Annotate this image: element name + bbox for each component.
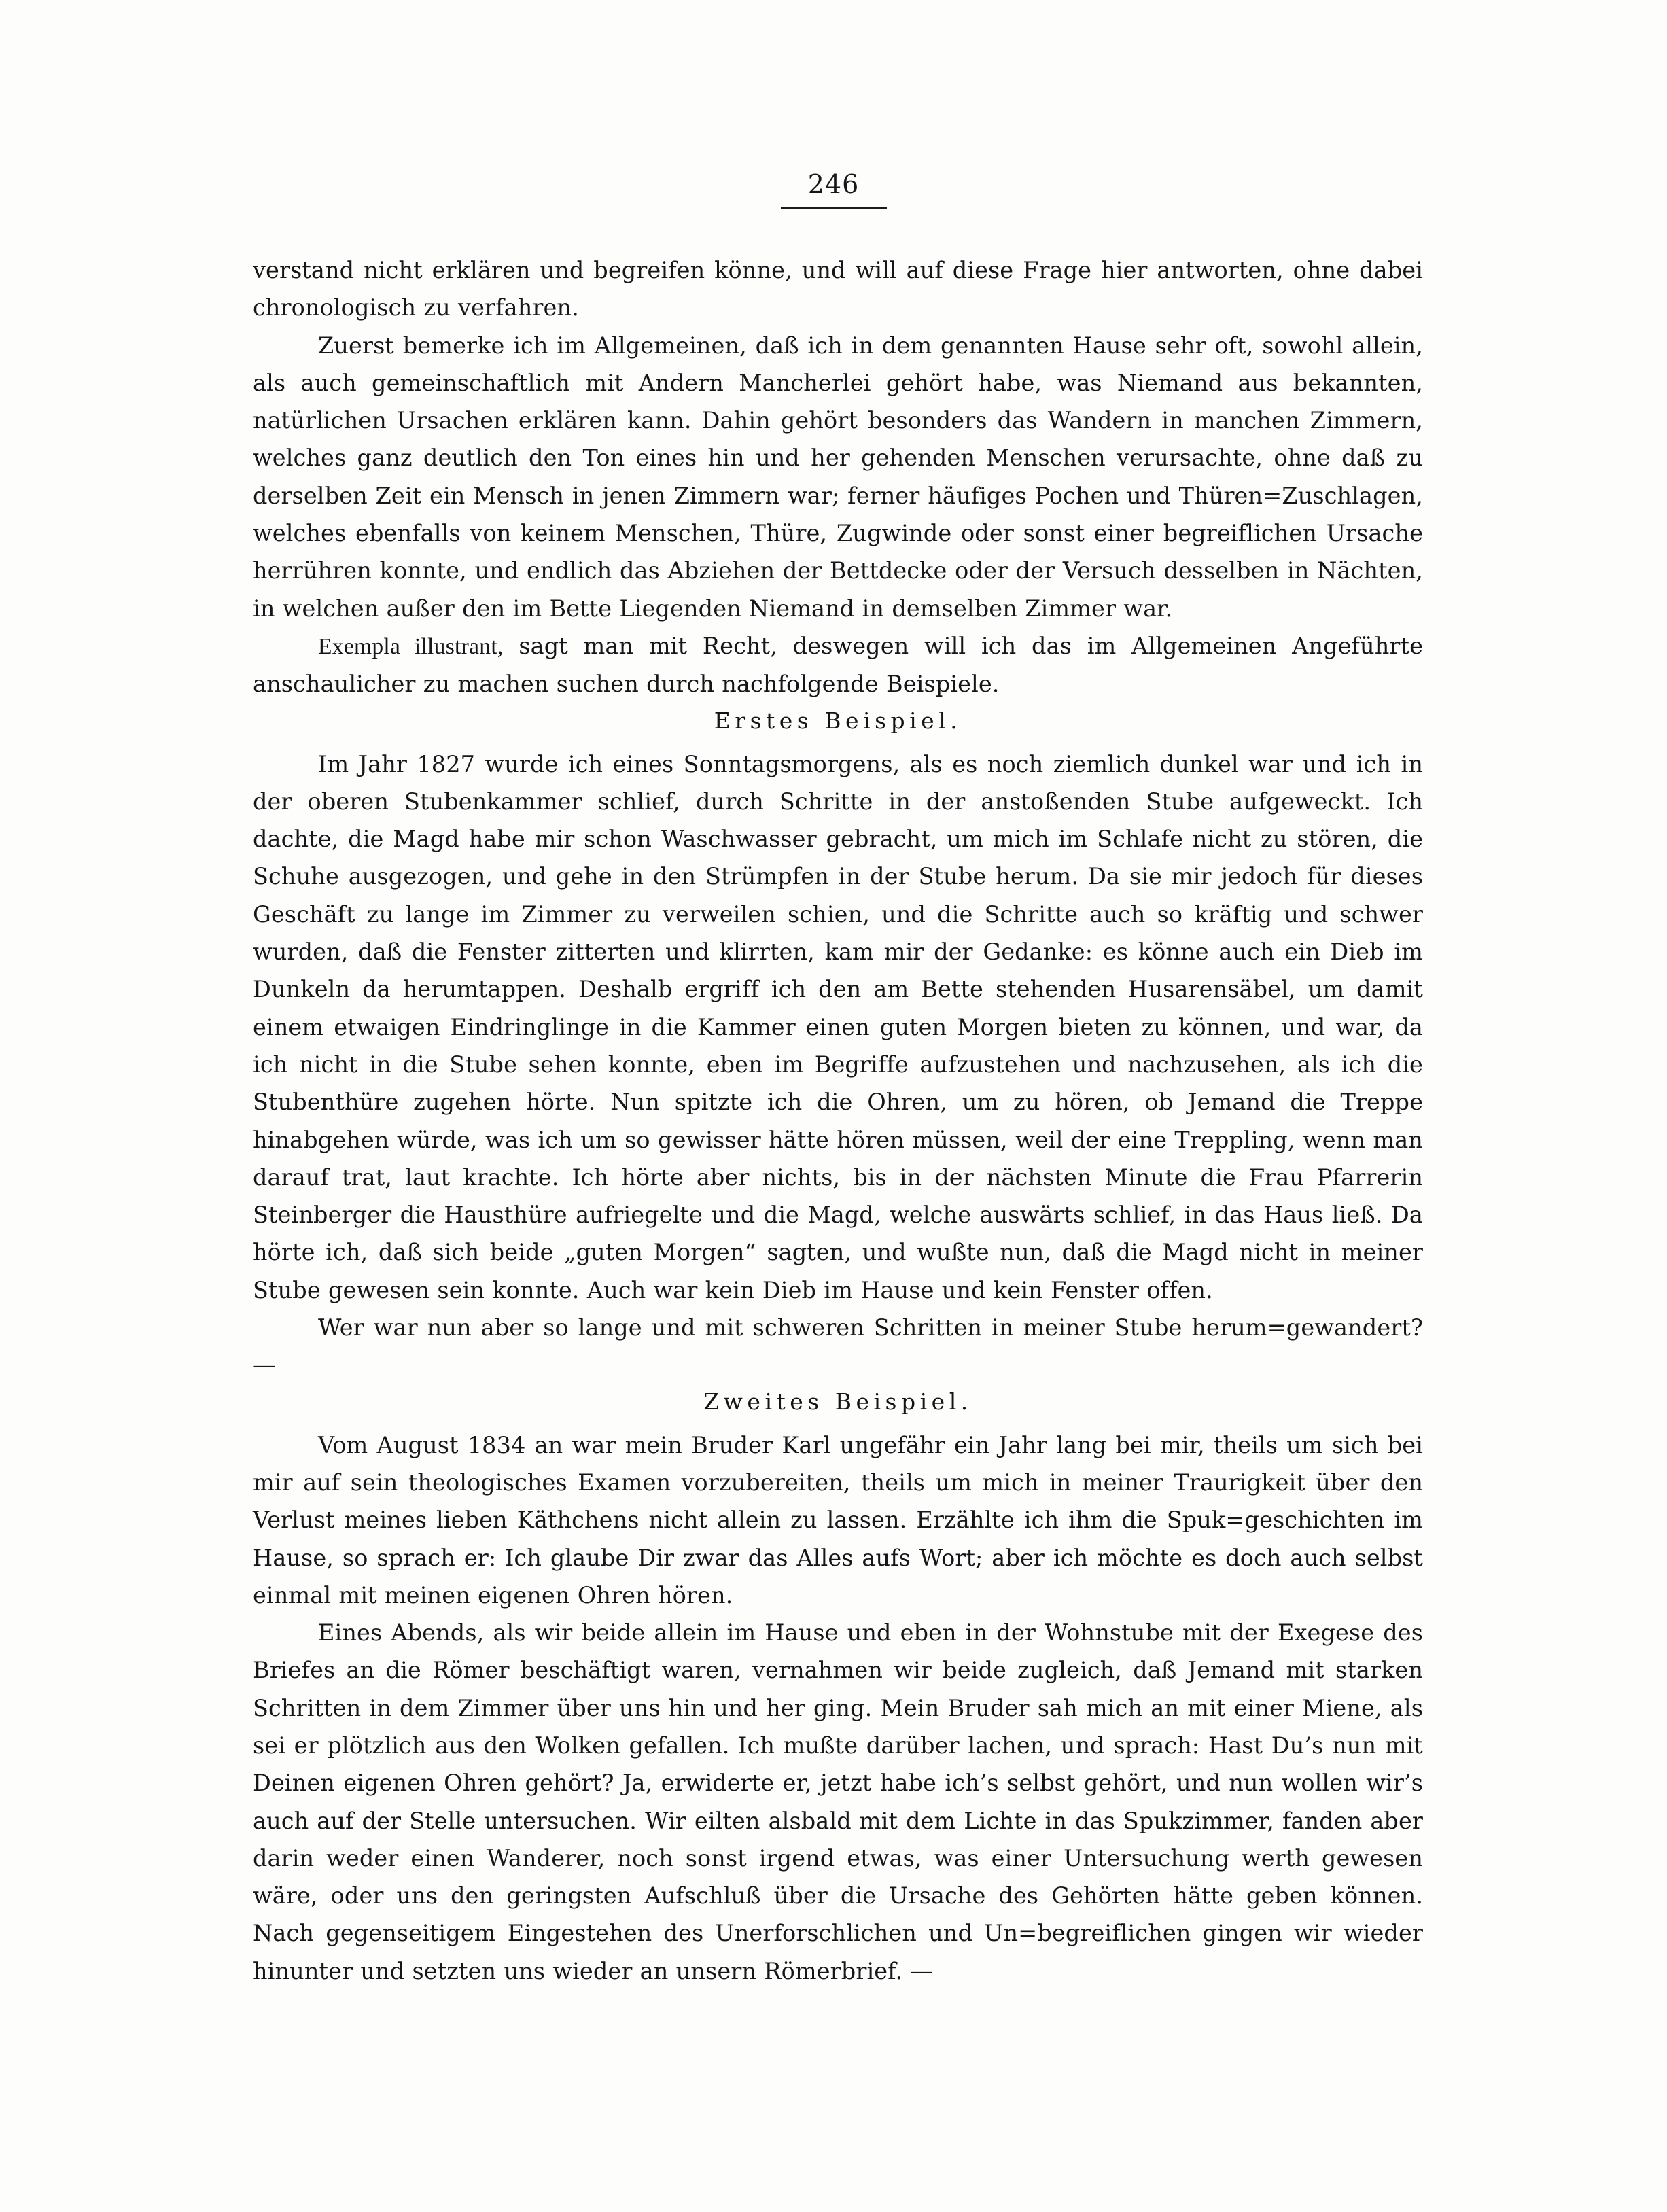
latin-phrase: Exempla illustrant, <box>318 633 504 659</box>
paragraph-exempla-rest: sagt man mit Recht, deswegen will ich das im Allgemeinen Angeführte anschaulicher zu machen suchen durch nachfolgende Beispiele. <box>253 632 1423 698</box>
heading-zweites-beispiel: Zweites Beispiel. <box>703 1388 972 1415</box>
paragraph-zuerst: Zuerst bemerke ich im Allgemeinen, daß ich in dem genannten Hause sehr oft, sowohl allein, als auch gemeinschaftlich mit Andern Mancherlei gehört habe, was Niemand aus bekannten, natürlichen Ursachen erklären kann. Dahin gehört besonders das Wandern in manchen Zimmern, welches ganz deutlich den Ton eines hin und her gehenden Menschen verursachte, ohne daß zu derselben Zeit ein Mensch in jenen Zimmern war; ferner häufiges Pochen und Thüren=Zuschlagen, welches ebenfalls von keinem Menschen, Thüre, Zugwinde oder sonst einer begreiflichen Ursache herrühren konnte, und endlich das Abziehen der Bettdecke oder der Versuch desselben in Nächten, in welchen außer den im Bette Liegenden Niemand in demselben Zimmer war. <box>253 332 1423 622</box>
paragraph-example-one-closing: Wer war nun aber so lange und mit schweren Schritten in meiner Stube herum=gewandert? — <box>253 1314 1423 1379</box>
paragraph-example-two-a: Vom August 1834 an war mein Bruder Karl ungefähr ein Jahr lang bei mir, theils um sich bei mir auf sein theologisches Examen vorzubereiten, theils um mich in meiner Traurigkeit über den Verlust meines lieben Käthchens nicht allein zu lassen. Erzählte ich ihm die Spuk=geschichten im Hause, so sprach er: Ich glaube Dir zwar das Alles aufs Wort; aber ich möchte es doch auch selbst einmal mit meinen eigenen Ohren hören. <box>253 1431 1423 1609</box>
page-number: 246 <box>807 169 860 199</box>
paragraph-continuation: verstand nicht erklären und begreifen könne, und will auf diese Frage hier antworten, ohne dabei chronologisch zu verfahren. <box>253 257 1423 321</box>
heading-erstes-beispiel: Erstes Beispiel. <box>714 707 962 734</box>
page-header <box>0 171 1667 209</box>
paragraph-exempla <box>253 627 1423 703</box>
header-rule <box>781 207 887 209</box>
paragraph-example-two-b: Eines Abends, als wir beide allein im Hause und eben in der Wohnstube mit der Exegese des Briefes an die Römer beschäftigt waren, vernahmen wir beide zugleich, daß Jemand mit starken Schritten in dem Zimmer über uns hin und her ging. Mein Bruder sah mich an mit einer Miene, als sei er plötzlich aus den Wolken gefallen. Ich mußte darüber lachen, und sprach: Hast Du’s nun mit Deinen eigenen Ohren gehört? Ja, erwiderte er, jetzt habe ich’s selbst gehört, und nun wollen wir’s auch auf der Stelle untersuchen. Wir eilten alsbald mit dem Lichte in das Spukzimmer, fanden aber darin weder einen Wanderer, noch sonst irgend etwas, was einer Untersuchung werth gewesen wäre, oder uns den geringsten Aufschluß über die Ursache des Gehörten hätte geben können. Nach gegenseitigem Eingestehen des Unerforschlichen und Un=begreiflichen gingen wir wieder hinunter und setzten uns wieder an unsern Römerbrief. — <box>253 1619 1423 1984</box>
body-text-block <box>253 251 1423 1990</box>
paragraph-example-one: Im Jahr 1827 wurde ich eines Sonntagsmorgens, als es noch ziemlich dunkel war und ich in der oberen Stubenkammer schlief, durch Schritte in der anstoßenden Stube aufgeweckt. Ich dachte, die Magd habe mir schon Waschwasser gebracht, um mich im Schlafe nicht zu stören, die Schuhe ausgezogen, und gehe in den Strümpfen in der Stube herum. Da sie mir jedoch für dieses Geschäft zu lange im Zimmer zu verweilen schien, und die Schritte auch so kräftig und schwer wurden, daß die Fenster zitterten und klirrten, kam mir der Gedanke: es könne auch ein Dieb im Dunkeln da herumtappen. Deshalb ergriff ich den am Bette stehenden Husarensäbel, um damit einem etwaigen Eindringlinge in die Kammer einen guten Morgen bieten zu können, und war, da ich nicht in die Stube sehen konnte, eben im Begriffe aufzustehen und nachzusehen, als ich die Stubenthüre zugehen hörte. Nun spitzte ich die Ohren, um zu hören, ob Jemand die Treppe hinabgehen würde, was ich um so gewisser hätte hören müssen, weil der eine Treppling, wenn man darauf trat, laut krachte. Ich hörte aber nichts, bis in der nächsten Minute die Frau Pfarrerin Steinberger die Hausthüre aufriegelte und die Magd, welche auswärts schlief, in das Haus ließ. Da hörte ich, daß sich beide „guten Morgen“ sagten, und wußte nun, daß die Magd nicht in meiner Stube gewesen sein konnte. Auch war kein Dieb im Hause und kein Fenster offen. <box>253 750 1423 1303</box>
